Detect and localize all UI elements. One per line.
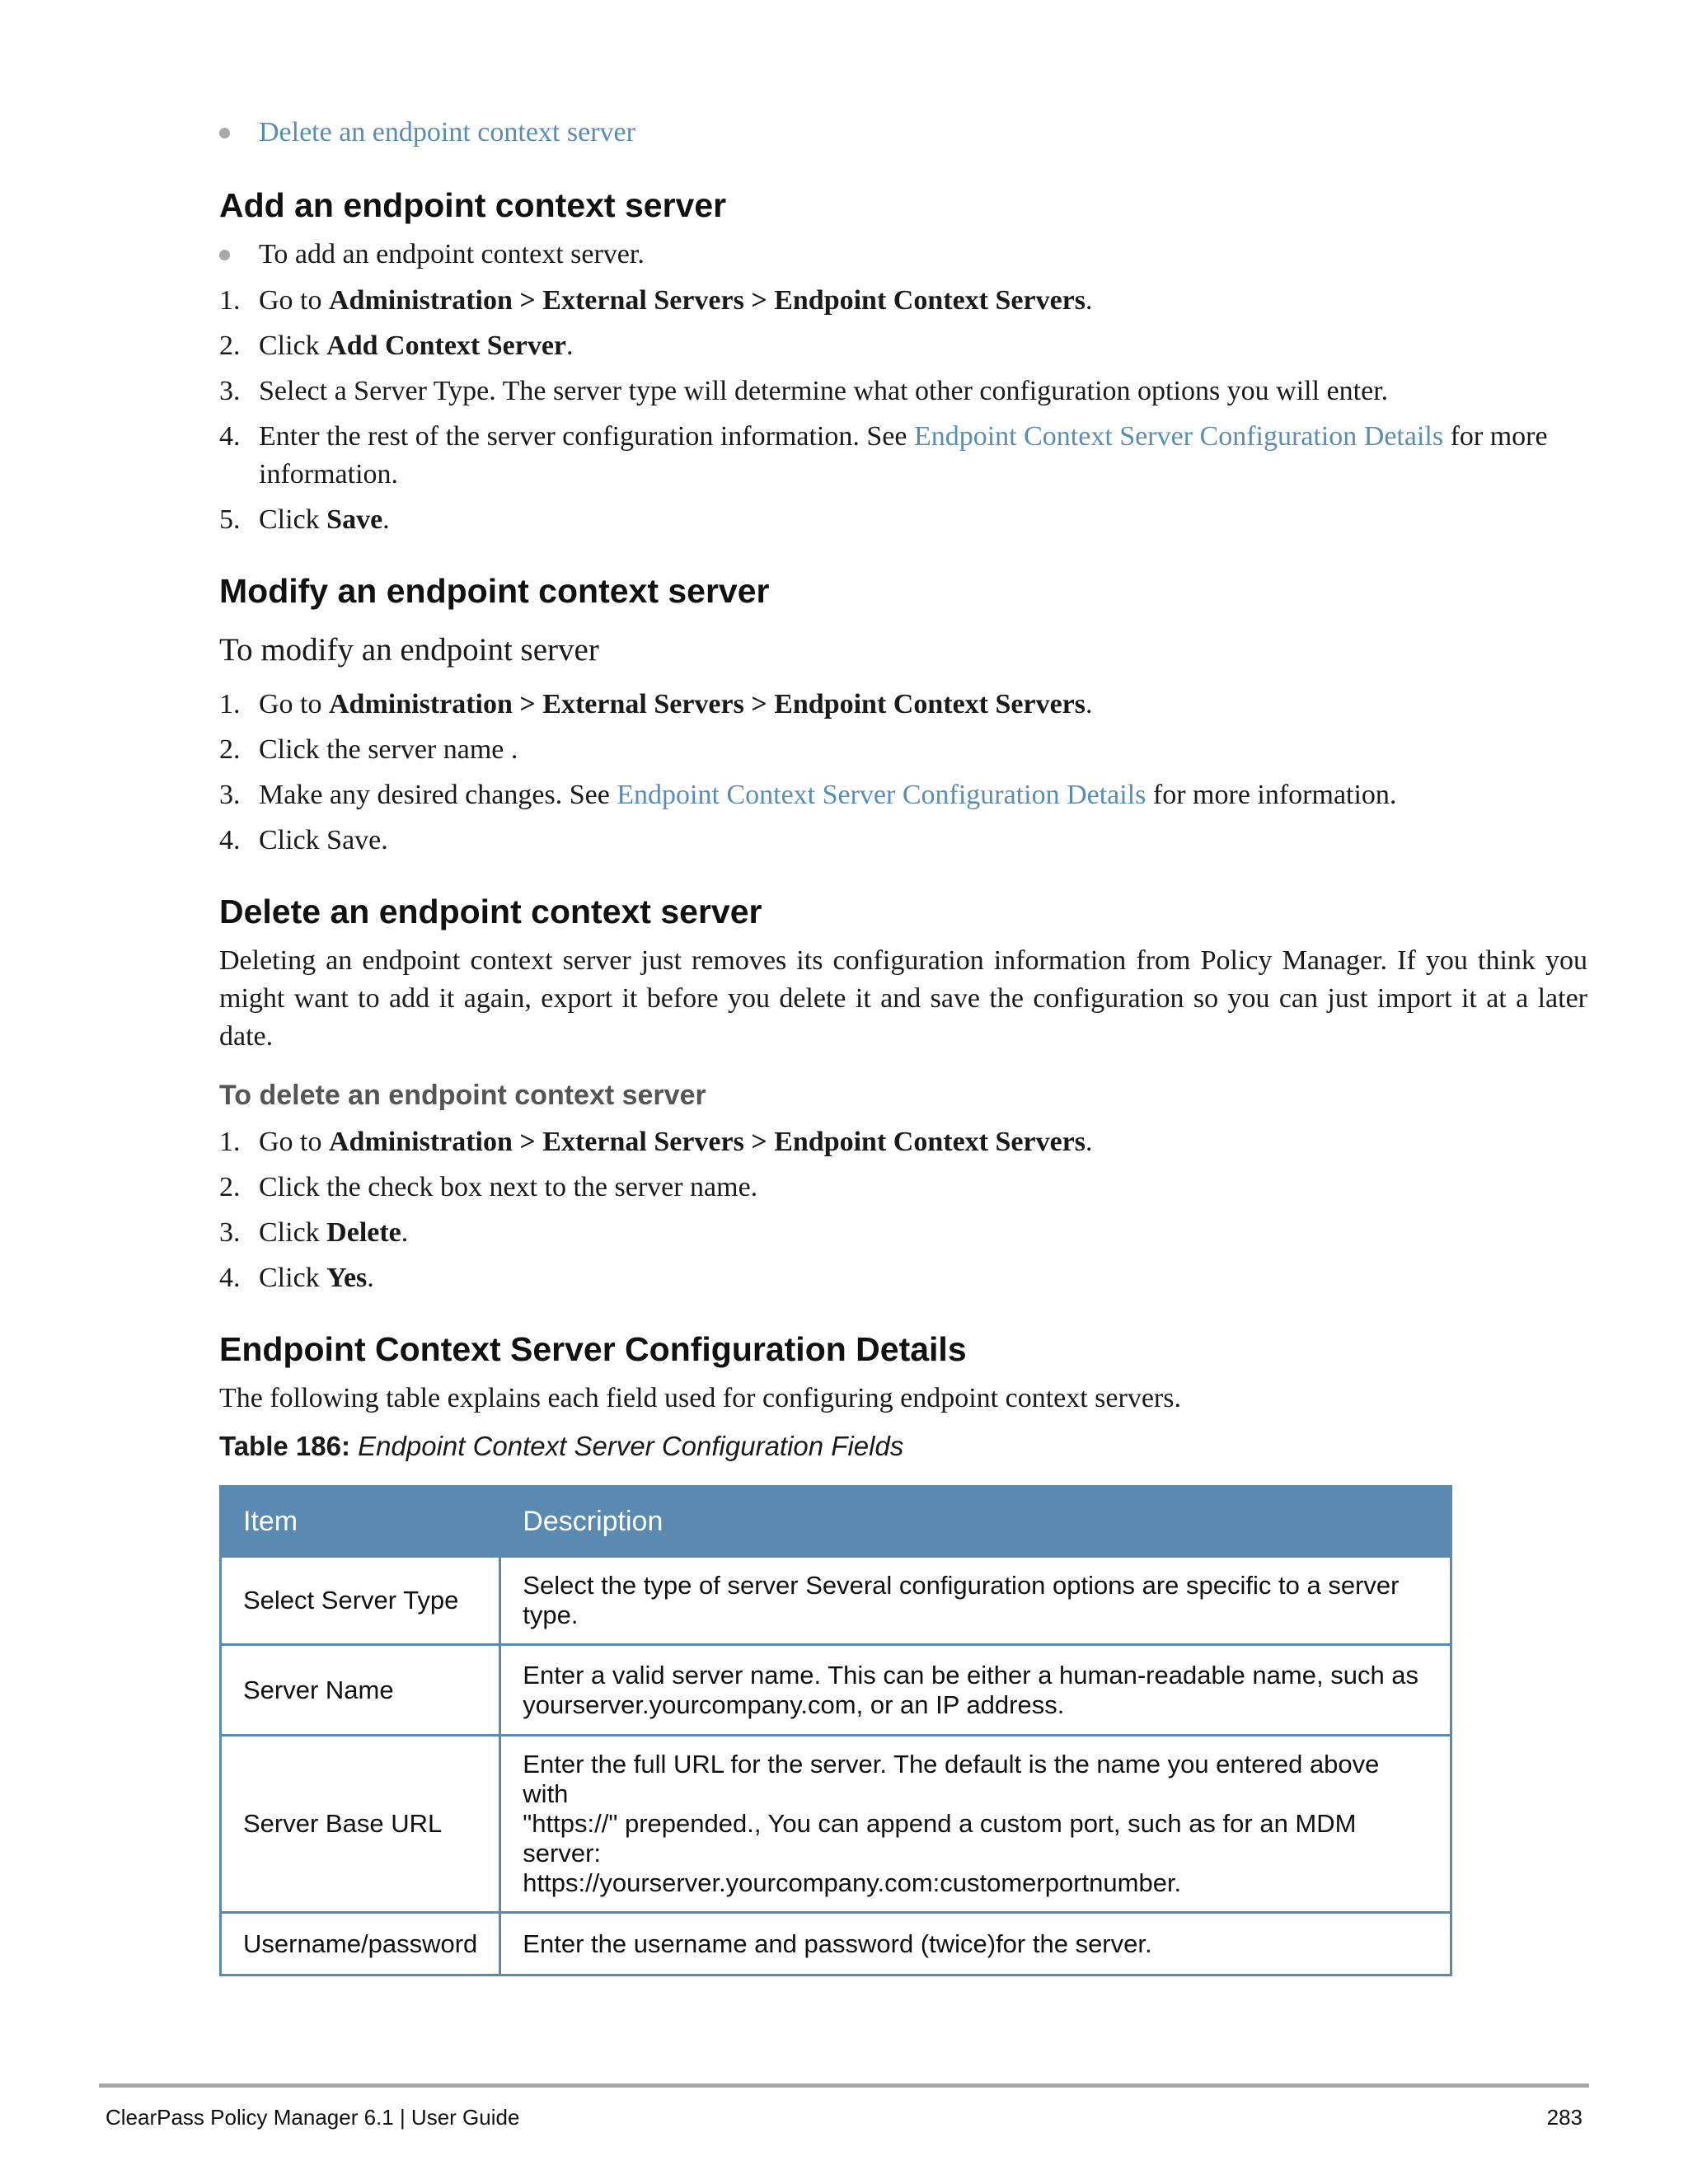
table-row — [221, 1645, 1451, 1736]
table-row — [221, 1557, 1451, 1645]
step-number: 2. — [219, 330, 241, 361]
description-line: Enter the full URL for the server. The default is the name you entered above with — [523, 1750, 1380, 1808]
step — [219, 1169, 1587, 1207]
step — [219, 282, 1587, 320]
step-number: 2. — [219, 734, 241, 765]
step-menu-path: Administration > External Servers > Endpoint Context Servers — [329, 285, 1085, 316]
details-intro: The following table explains each field used for configuring endpoint context servers. — [219, 1383, 1181, 1413]
description-line: https://yourserver.yourcompany.com:customerportnumber. — [523, 1868, 1182, 1897]
step-text-end: . — [566, 330, 574, 361]
step-text: Go to — [259, 285, 329, 316]
step-text: Click the server name . — [259, 734, 518, 765]
add-steps-list — [219, 282, 1587, 539]
step — [219, 776, 1587, 814]
step-text-end: . — [1085, 1127, 1093, 1157]
step-text-end: . — [382, 504, 390, 535]
step-text: Click — [259, 1217, 327, 1248]
modify-steps-list — [219, 686, 1587, 860]
step-text-end: . — [401, 1217, 409, 1248]
step — [219, 1214, 1587, 1252]
modify-lead: To modify an endpoint server — [219, 632, 599, 668]
column-header-item: Item — [221, 1487, 500, 1557]
step — [219, 373, 1587, 410]
heading-add-endpoint-context-server: Add an endpoint context server — [219, 186, 727, 224]
step-menu-path: Administration > External Servers > Endpoint Context Servers — [329, 689, 1085, 719]
step — [219, 731, 1587, 769]
add-intro-bullet — [219, 236, 1587, 274]
step-number: 2. — [219, 1172, 241, 1202]
footer-page-number: 283 — [1546, 2105, 1582, 2130]
description-line: "https://" prepended., You can append a custom port, such as for an MDM server: — [523, 1809, 1357, 1868]
step-text: Go to — [259, 689, 329, 719]
step-number: 1. — [219, 1127, 241, 1157]
step-number: 4. — [219, 825, 241, 855]
description-line: Select the type of server Several configuration options are specific to a server type. — [523, 1571, 1400, 1629]
link-config-details[interactable]: Endpoint Context Server Configuration Details — [913, 421, 1444, 452]
table-header-row — [221, 1487, 1451, 1557]
step-number: 5. — [219, 504, 241, 535]
page-content — [219, 114, 1587, 1976]
table-cell-item: Username/password — [221, 1913, 500, 1975]
step-number: 4. — [219, 421, 241, 452]
footer-document-title: ClearPass Policy Manager 6.1 | User Guide — [106, 2105, 520, 2130]
step — [219, 686, 1587, 724]
step — [219, 822, 1587, 860]
description-line: yourserver.yourcompany.com, or an IP address. — [523, 1690, 1065, 1719]
step-text: Click — [259, 330, 327, 361]
description-line: Enter the username and password (twice)for the server. — [523, 1929, 1152, 1958]
table-row — [221, 1913, 1451, 1975]
heading-config-details: Endpoint Context Server Configuration Details — [219, 1330, 967, 1368]
step-text: Click — [259, 1263, 327, 1293]
top-bullet — [219, 114, 1587, 152]
step-number: 3. — [219, 780, 241, 810]
step-number: 4. — [219, 1263, 241, 1293]
step-button-name: Delete — [326, 1217, 401, 1248]
table-caption-title: Endpoint Context Server Configuration Fields — [358, 1431, 904, 1461]
subheading-to-delete: To delete an endpoint context server — [219, 1080, 706, 1111]
step-text: Click — [259, 504, 327, 535]
table-caption-label: Table 186: — [219, 1431, 350, 1461]
table-row — [221, 1736, 1451, 1913]
delete-paragraph: Deleting an endpoint context server just removes its configuration information from Policy Manager. If you think you might want to add it again, export it before you delete it and save the configuration so you can just import it at a later date. — [219, 945, 1587, 1052]
link-config-details[interactable]: Endpoint Context Server Configuration Details — [617, 780, 1146, 810]
link-delete-endpoint-context-server[interactable]: Delete an endpoint context server — [259, 117, 635, 148]
step-text: Make any desired changes. See — [259, 780, 617, 810]
column-header-description: Description — [500, 1487, 1451, 1557]
heading-delete-endpoint-context-server: Delete an endpoint context server — [219, 893, 762, 930]
step-text: Click the check box next to the server name. — [259, 1172, 758, 1202]
step-text-end: . — [1085, 689, 1093, 719]
footer-divider — [99, 2083, 1589, 2088]
step-text-end: . — [367, 1263, 374, 1293]
step-text: Go to — [259, 1127, 329, 1157]
step — [219, 418, 1587, 494]
table-cell-description — [500, 1557, 1451, 1645]
step-text: Enter the rest of the server configuration information. See — [259, 421, 914, 452]
step-number: 3. — [219, 1217, 241, 1248]
step — [219, 1123, 1587, 1161]
step-number: 1. — [219, 689, 241, 719]
step-button-name: Yes — [326, 1263, 368, 1293]
config-fields-table — [219, 1485, 1452, 1976]
table-cell-description — [500, 1736, 1451, 1913]
step-number: 1. — [219, 285, 241, 316]
step-button-name: Add Context Server — [326, 330, 567, 361]
step-text-end: for more information. — [1146, 780, 1397, 810]
step — [219, 327, 1587, 365]
step-number: 3. — [219, 376, 241, 406]
step — [219, 501, 1587, 539]
heading-modify-endpoint-context-server: Modify an endpoint context server — [219, 572, 770, 610]
table-cell-description — [500, 1913, 1451, 1975]
step-text: Select a Server Type. The server type will determine what other configuration options you will enter. — [259, 376, 1389, 406]
step-menu-path: Administration > External Servers > Endpoint Context Servers — [329, 1127, 1085, 1157]
description-line: Enter a valid server name. This can be either a human-readable name, such as — [523, 1660, 1419, 1690]
step-button-name: Save — [326, 504, 383, 535]
table-cell-item: Server Name — [221, 1645, 500, 1736]
add-intro-text: To add an endpoint context server. — [259, 239, 645, 269]
table-cell-item: Select Server Type — [221, 1557, 500, 1645]
delete-steps-list — [219, 1123, 1587, 1297]
step — [219, 1259, 1587, 1297]
table-cell-description — [500, 1645, 1451, 1736]
table-caption — [219, 1429, 1587, 1464]
step-text-end: for more information. — [259, 421, 1548, 490]
table-cell-item: Server Base URL — [221, 1736, 500, 1913]
step-text: Click Save. — [259, 825, 388, 855]
step-text-end: . — [1085, 285, 1093, 316]
